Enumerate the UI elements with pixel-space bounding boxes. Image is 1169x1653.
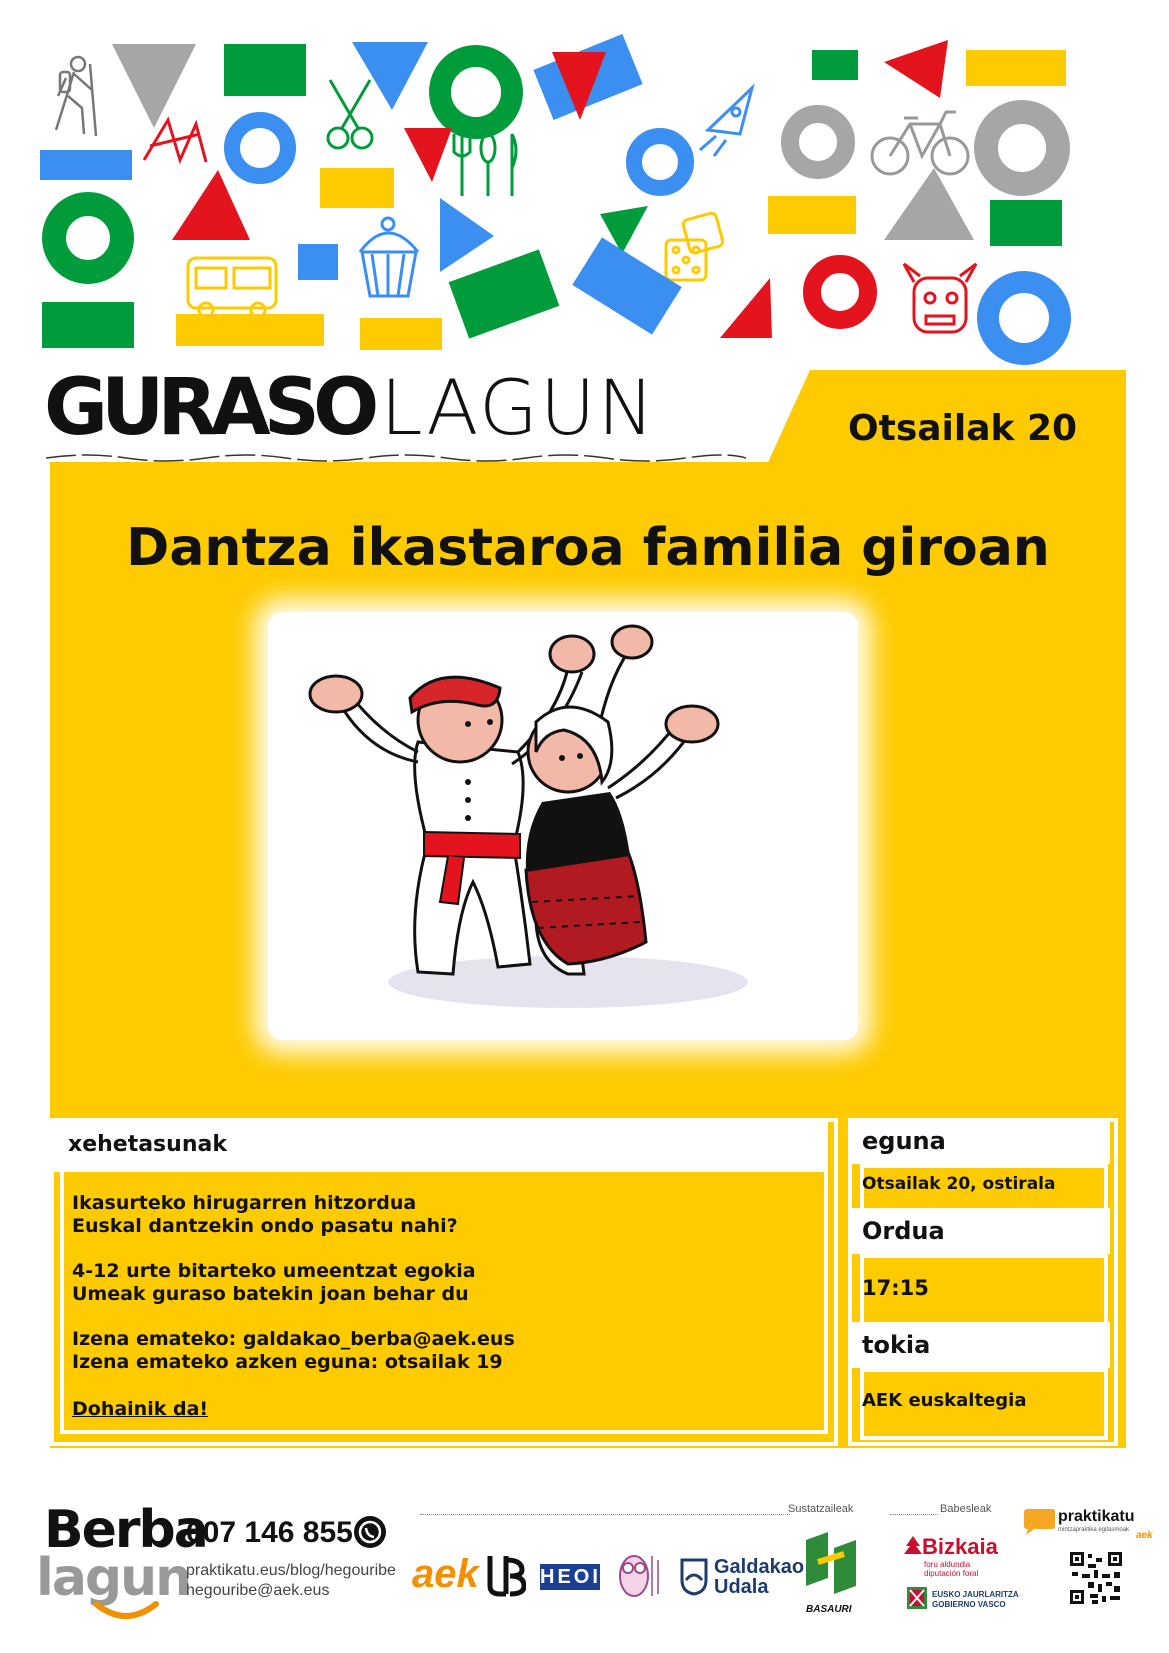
berbalagun-logo-top: Berba: [44, 1500, 207, 1560]
yellow-rect: [360, 318, 442, 350]
yellow-rect: [320, 168, 394, 208]
gobierno-vasco-shield-icon: [906, 1586, 928, 1610]
smile-icon: [92, 1598, 162, 1624]
blue-triangle: [352, 42, 428, 110]
bizkaia-sub2: diputación foral: [924, 1569, 979, 1578]
blue-ring: [634, 136, 686, 188]
bizkaia-sub1: foru aldundia: [924, 1560, 971, 1569]
sponsors-divider: [890, 1514, 938, 1515]
cutlery-icon: [454, 134, 516, 196]
blue-small-rect: [298, 244, 338, 280]
blog-link[interactable]: praktikatu.eus/blog/hegouribe: [186, 1562, 396, 1579]
grey-ring: [986, 112, 1058, 184]
galdakao-logo-name: Galdakao: [714, 1556, 805, 1578]
berbalagun-logo-bottom: lagun: [36, 1548, 191, 1608]
email-link[interactable]: hegouribe@aek.eus: [186, 1582, 330, 1599]
red-triangle: [404, 128, 452, 182]
sponsors-label: Babesleak: [940, 1503, 992, 1515]
promoters-divider: [420, 1514, 790, 1515]
event-title: Dantza ikastaroa familia giroan: [126, 518, 1050, 578]
praktikatu-bubble-icon: [1022, 1508, 1056, 1536]
green-ring: [54, 204, 122, 272]
praktikatu-sub: mintzapraktika egitasmoak: [1058, 1527, 1130, 1533]
praktikatu-logo: praktikatu: [1058, 1508, 1135, 1525]
ub-logo: [486, 1552, 526, 1598]
day-label: eguna: [862, 1127, 946, 1155]
promoters-label: Sustatzaileak: [788, 1503, 854, 1515]
gobierno-vasco-text1: EUSKO JAURLARITZA: [932, 1590, 1019, 1599]
cupcake-icon: [360, 218, 418, 296]
red-ring: [812, 264, 868, 320]
details-label: xehetasunak: [68, 1132, 227, 1157]
red-triangle: [172, 170, 250, 240]
details-line: Izena emateko azken eguna: otsailak 19: [72, 1351, 503, 1373]
galdakao-logo-udala: Udala: [714, 1576, 769, 1598]
aek-logo: aek: [412, 1552, 479, 1596]
blue-triangle: [440, 198, 494, 272]
girl-dancer: [526, 626, 718, 974]
free-note: Dohainik da!: [72, 1398, 209, 1420]
heoi-logo: HEOI: [540, 1566, 601, 1588]
blue-ring: [988, 282, 1060, 354]
green-rect: [224, 44, 306, 96]
red-triangle: [884, 40, 948, 98]
day-value: Otsailak 20, ostirala: [862, 1174, 1056, 1194]
praktikatu-aek: aek: [1136, 1530, 1153, 1541]
logo-part2: LAGUN: [380, 363, 657, 452]
green-rect: [42, 302, 134, 348]
rocket-icon: [700, 88, 752, 156]
basauri-logo-text: BASAURI: [806, 1604, 852, 1615]
time-value: 17:15: [862, 1276, 929, 1300]
details-line: 4-12 urte bitarteko umeentzat egokia: [72, 1260, 476, 1282]
bizkaia-tree-icon: [902, 1534, 924, 1558]
bicycle-icon: [872, 112, 968, 174]
hiker-icon: [56, 57, 96, 136]
details-line: Ikasurteko hirugarren hitzordua: [72, 1192, 417, 1214]
grey-ring: [790, 114, 846, 170]
header-collage: [0, 0, 1169, 370]
blue-ring: [232, 120, 288, 176]
yellow-rect: [966, 50, 1066, 86]
green-rect-tilted: [449, 249, 560, 338]
blue-rect: [40, 150, 132, 180]
date-banner: Otsailak 20: [848, 408, 1078, 449]
basauri-logo: [798, 1530, 866, 1602]
owl-logo: [614, 1546, 664, 1602]
place-value: AEK euskaltegia: [862, 1390, 1027, 1411]
red-triangle: [720, 278, 772, 338]
dancers-drawing: [268, 612, 858, 1040]
galdakao-shield-icon: [680, 1556, 708, 1596]
whatsapp-icon[interactable]: [352, 1514, 388, 1550]
dice-icon: [666, 212, 724, 280]
green-small-rect: [812, 50, 858, 80]
monster-icon: [904, 264, 976, 332]
qr-code[interactable]: [1068, 1550, 1124, 1606]
grey-triangle: [112, 44, 196, 128]
grey-triangle: [884, 168, 974, 240]
time-label: Ordua: [862, 1217, 945, 1245]
yellow-rect: [176, 314, 324, 346]
dancers-illustration: [268, 612, 858, 1040]
details-line: Izena emateko: galdakao_berba@aek.eus: [72, 1328, 515, 1350]
green-rect: [990, 200, 1062, 246]
logo-tagline-decoration: [46, 452, 746, 462]
gobierno-vasco-text2: GOBIERNO VASCO: [932, 1600, 1006, 1609]
scissors-icon: [328, 80, 372, 148]
details-line: Euskal dantzekin ondo pasatu nahi?: [72, 1215, 458, 1237]
details-line: Umeak guraso batekin joan behar du: [72, 1283, 469, 1305]
logo-part1: GURASO: [44, 363, 373, 453]
gurasolagun-logo: [44, 363, 657, 453]
bus-icon: [188, 258, 276, 317]
green-ring: [440, 56, 512, 128]
phone-number: 607 146 855: [186, 1516, 353, 1549]
yellow-rect: [768, 196, 856, 234]
place-label: tokia: [862, 1331, 931, 1359]
bizkaia-logo: Bizkaia: [922, 1534, 998, 1559]
